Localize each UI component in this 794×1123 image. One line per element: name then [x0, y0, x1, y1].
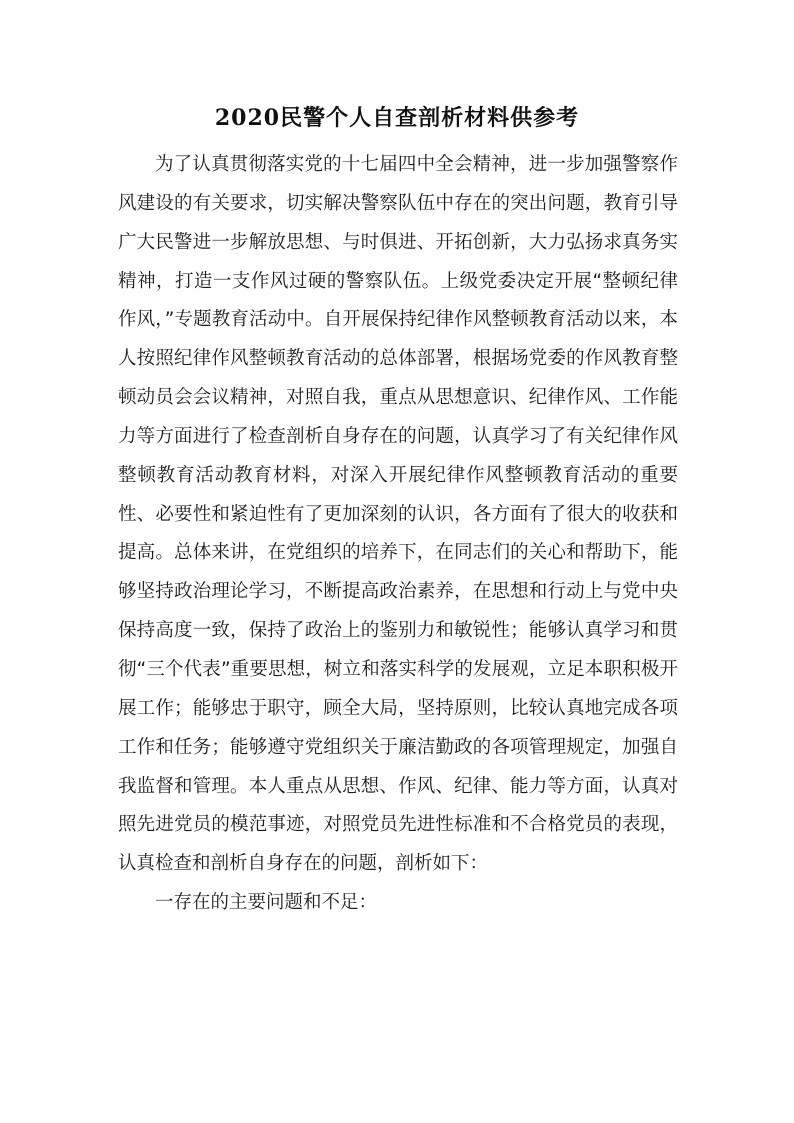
paragraph-section-heading: 一存在的主要问题和不足： [155, 892, 378, 914]
document-body [118, 146, 678, 923]
document-title: 2020民警个人自查剖析材料供参考 [214, 105, 580, 131]
paragraph-intro: 为了认真贯彻落实党的十七届四中全会精神，进一步加强警察作风建设的有关要求，切实解决警察队伍中存在的突出问题，教育引导广大民警进一步解放思想、与时俱进、开拓创新，大力弘扬求真务实精神，打造一支作风过硬的警察队伍。上级党委决定开展“整顿纪律作风，”专题教育活动中。自开展保持纪律作风整顿教育活动以来，本人按照纪律作风整顿教育活动的总体部署，根据场党委的作风教育整顿动员会会议精神，对照自我，重点从思想意识、纪律作风、工作能力等方面进行了检查剖析自身存在的问题，认真学习了有关纪律作风整顿教育活动教育材料，对深入开展纪律作风整顿教育活动的重要性、必要性和紧迫性有了更加深刻的认识，各方面有了很大的收获和提高。总体来讲，在党组织的培养下，在同志们的关心和帮助下，能够坚持政治理论学习，不断提高政治素养，在思想和行动上与党中央保持高度一致，保持了政治上的鉴别力和敏锐性；能够认真学习和贯彻“三个代表”重要思想，树立和落实科学的发展观，立足本职积极开展工作；能够忠于职守，顾全大局，坚持原则，比较认真地完成各项工作和任务；能够遵守党组织关于廉洁勤政的各项管理规定，加强自我监督和管理。本人重点从思想、作风、纪律、能力等方面，认真对照先进党员的模范事迹，对照党员先进性标准和不合格党员的表现，认真检查和剖析自身存在的问题，剖析如下： [118, 154, 678, 875]
